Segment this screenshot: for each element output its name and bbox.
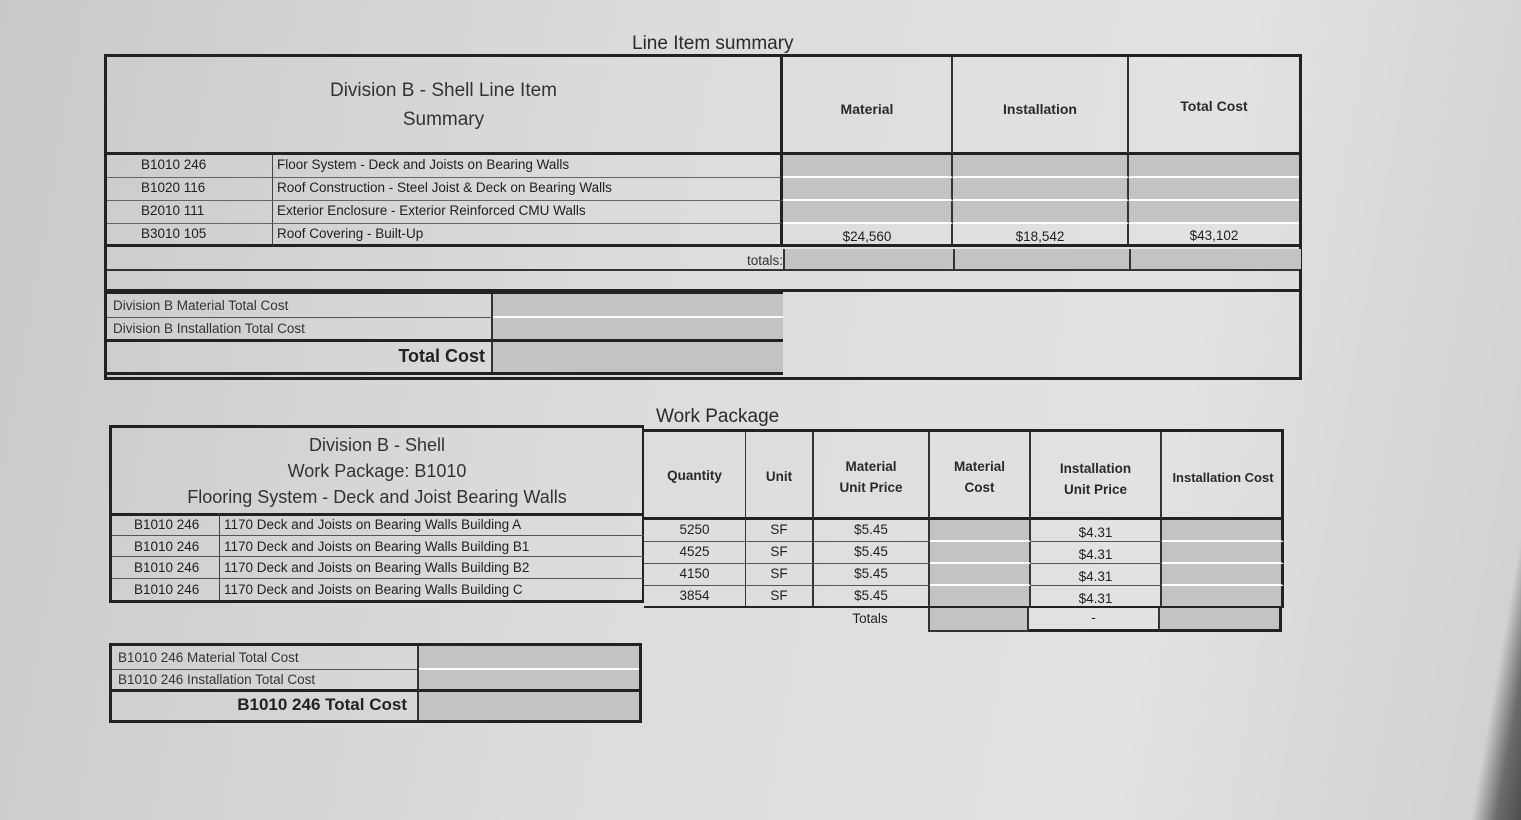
- package-material-value: [419, 646, 639, 670]
- summary-row-2-code: B1020 116: [107, 178, 273, 201]
- wp-row-2-unit: SF: [746, 542, 814, 564]
- summary-division-line2: Summary: [402, 108, 485, 130]
- wp-row-3-mat-cost: [930, 564, 1031, 586]
- wp-material-unit-price-line2: Unit Price: [839, 480, 903, 495]
- summary-totals-label: totals:: [746, 253, 783, 268]
- wp-installation-cost-header: Installation Cost: [1162, 432, 1284, 520]
- wp-row-2-mat-price: $5.45: [814, 542, 930, 564]
- summary-division-header: [107, 57, 783, 155]
- division-installation-value: [493, 318, 783, 342]
- division-material-label: Division B Material Total Cost: [107, 294, 493, 318]
- summary-row-3-total: [1129, 201, 1299, 224]
- summary-row-4-material: $24,560: [783, 224, 953, 247]
- summary-row-1-total: [1129, 155, 1299, 178]
- summary-row-4-installation: $18,542: [953, 224, 1129, 247]
- wp-row-1-mat-price: $5.45: [814, 520, 930, 542]
- summary-row-2-desc: Roof Construction - Steel Joist & Deck on Bearing Walls: [273, 178, 783, 201]
- summary-row-3-code: B2010 111: [107, 201, 273, 224]
- wp-row-3-inst-cost: [1162, 564, 1284, 586]
- wp-unit-header: Unit: [746, 432, 814, 520]
- summary-row-1-material: [783, 155, 953, 178]
- division-total-label: Total Cost: [107, 342, 493, 372]
- wp-material-unit-price-line1: Material: [845, 459, 897, 474]
- summary-row-1-desc: Floor System - Deck and Joists on Bearing Walls: [273, 155, 783, 178]
- package-installation-value: [419, 670, 639, 692]
- wp-quantity-header: Quantity: [644, 432, 746, 520]
- division-material-value: [493, 294, 783, 318]
- wp-row-3-code: B1010 246: [112, 557, 220, 579]
- wp-totals-mat-cost: [928, 608, 1029, 632]
- division-totals-box: [107, 291, 783, 375]
- package-totals-box: [109, 643, 642, 723]
- summary-rows: [107, 155, 1299, 247]
- summary-row-2-installation: [953, 178, 1129, 201]
- summary-table: [104, 54, 1302, 380]
- wp-material-cost-line2: Cost: [964, 480, 995, 495]
- summary-row-4-code: B3010 105: [107, 224, 273, 247]
- wp-header-columns: [644, 429, 1284, 520]
- wp-material-unit-price-header: [814, 432, 930, 520]
- wp-left-rows: [109, 514, 644, 603]
- package-installation-label: B1010 246 Installation Total Cost: [112, 670, 419, 692]
- summary-row-3-desc: Exterior Enclosure - Exterior Reinforced CMU Walls: [273, 201, 783, 224]
- wp-totals-inst-cost: [1160, 608, 1282, 632]
- wp-division-header: [109, 425, 644, 516]
- wp-row-4-code: B1010 246: [112, 579, 220, 601]
- summary-installation-header: Installation: [953, 57, 1129, 155]
- wp-row-1-mat-cost: [930, 520, 1031, 542]
- wp-header-line1: Division B - Shell: [308, 435, 446, 455]
- wp-row-4-mat-price: $5.45: [814, 586, 930, 608]
- summary-row-1-code: B1010 246: [107, 155, 273, 178]
- summary-row-3-material: [783, 201, 953, 224]
- wp-installation-unit-price-header: [1031, 432, 1162, 520]
- wp-material-cost-header: [930, 432, 1031, 520]
- summary-total-cost-header: Total Cost: [1129, 57, 1299, 155]
- wp-row-4-mat-cost: [930, 586, 1031, 608]
- wp-row-2-code: B1010 246: [112, 536, 220, 558]
- division-installation-label: Division B Installation Total Cost: [107, 318, 493, 342]
- wp-row-1-inst-price: $4.31: [1031, 520, 1162, 542]
- package-total-label: B1010 246 Total Cost: [112, 692, 419, 720]
- wp-material-cost-line1: Material: [953, 459, 1006, 474]
- wp-row-1-quantity: 5250: [644, 520, 746, 542]
- summary-totals-material: [783, 249, 953, 269]
- wp-header-line2: Work Package: B1010: [287, 461, 467, 481]
- work-package-title: Work Package: [656, 406, 780, 427]
- wp-row-2-quantity: 4525: [644, 542, 746, 564]
- summary-totals-total: [1129, 249, 1301, 269]
- summary-header: [107, 57, 1299, 155]
- wp-header-line3: Flooring System - Deck and Joist Bearing Walls: [187, 487, 567, 507]
- summary-division-line1: Division B - Shell Line Item: [329, 79, 558, 101]
- wp-row-1-inst-cost: [1162, 520, 1284, 542]
- wp-row-1-code: B1010 246: [112, 514, 220, 536]
- wp-row-4-quantity: 3854: [644, 586, 746, 608]
- wp-right-rows: [644, 520, 1284, 608]
- summary-spacer-row: [107, 269, 1299, 292]
- wp-row-3-quantity: 4150: [644, 564, 746, 586]
- wp-row-4-inst-cost: [1162, 586, 1284, 608]
- summary-row-1-installation: [953, 155, 1129, 178]
- wp-row-2-inst-cost: [1162, 542, 1284, 564]
- wp-totals-label: Totals: [852, 611, 888, 626]
- summary-row-2-total: [1129, 178, 1299, 201]
- package-total-value: [419, 692, 639, 720]
- package-material-label: B1010 246 Material Total Cost: [112, 646, 419, 670]
- summary-totals-installation: [953, 249, 1129, 269]
- wp-row-1-desc: 1170 Deck and Joists on Bearing Walls Building A: [220, 514, 644, 536]
- wp-row-4-desc: 1170 Deck and Joists on Bearing Walls Building C: [224, 581, 523, 597]
- wp-row-2-inst-price: $4.31: [1031, 542, 1162, 564]
- wp-row-3-unit: SF: [746, 564, 814, 586]
- wp-row-3-inst-price: $4.31: [1031, 564, 1162, 586]
- division-total-value: [493, 342, 783, 372]
- wp-row-4-inst-price: $4.31: [1031, 586, 1162, 608]
- wp-totals-inst-price: -: [1029, 608, 1160, 632]
- summary-row-3-installation: [953, 201, 1129, 224]
- wp-installation-unit-price-line2: Unit Price: [1063, 482, 1128, 497]
- wp-row-2-mat-cost: [930, 542, 1031, 564]
- wp-row-2-desc: 1170 Deck and Joists on Bearing Walls Building B1: [220, 536, 644, 558]
- wp-row-3-mat-price: $5.45: [814, 564, 930, 586]
- summary-row-2-material: [783, 178, 953, 201]
- wp-row-1-unit: SF: [746, 520, 814, 542]
- summary-row-4-total: $43,102: [1129, 224, 1299, 247]
- work-package-table: [109, 425, 1285, 639]
- wp-row-3-desc: 1170 Deck and Joists on Bearing Walls Building B2: [220, 557, 644, 579]
- wp-installation-unit-price-line1: Installation: [1059, 461, 1132, 476]
- summary-row-4-desc: Roof Covering - Built-Up: [273, 224, 783, 247]
- wp-row-4-unit: SF: [746, 586, 814, 608]
- summary-material-header: Material: [783, 57, 953, 155]
- summary-title: Line Item summary: [632, 33, 794, 54]
